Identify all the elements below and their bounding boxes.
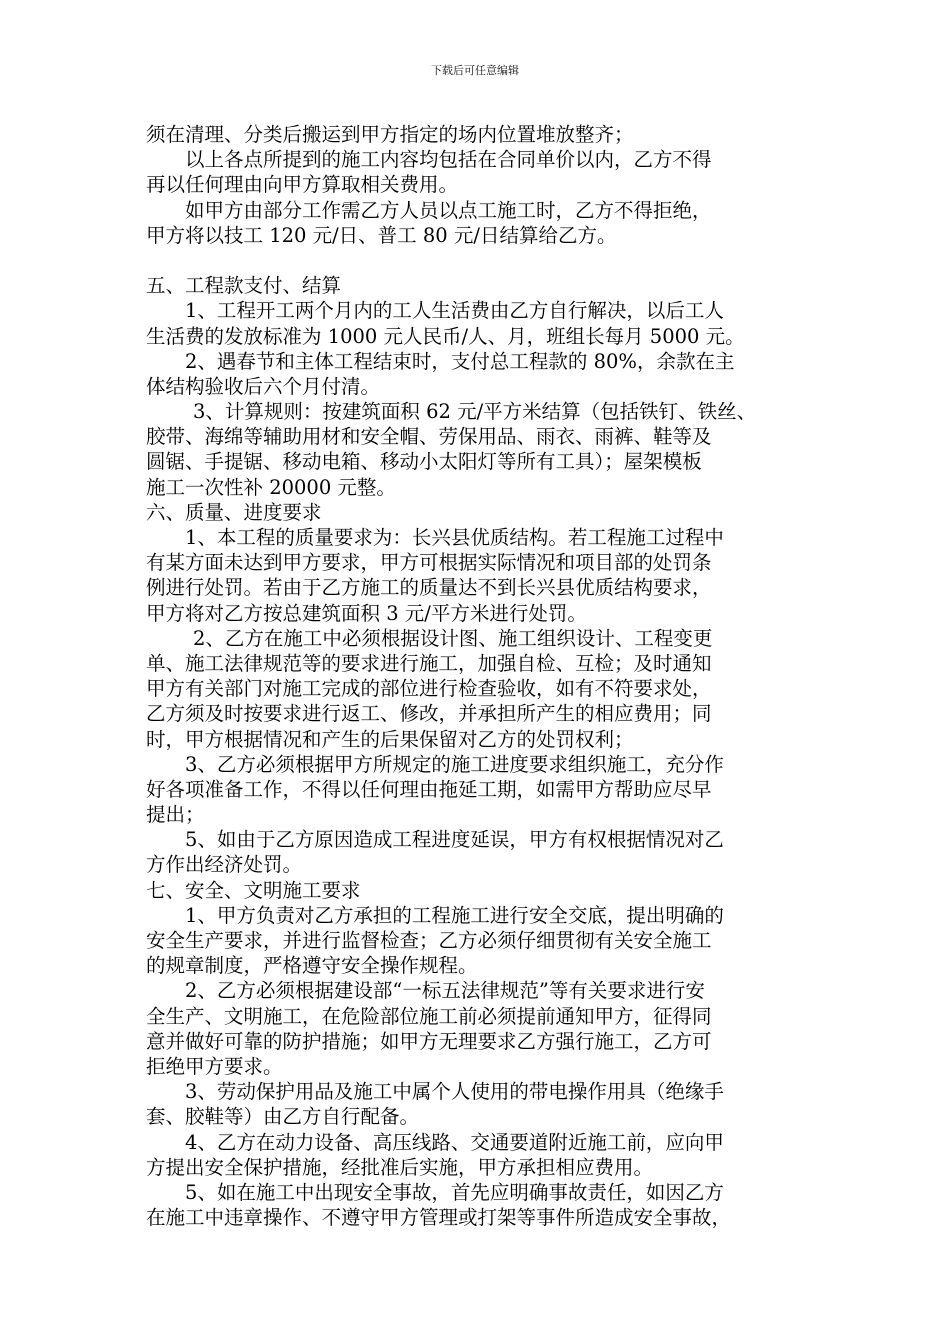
page-header: 下载后可任意编辑: [431, 64, 519, 77]
text-line: 甲方将对乙方按总建筑面积 3 元/平方米进行处罚。: [146, 601, 587, 625]
section-heading: 五、工程款支付、结算: [146, 274, 342, 298]
text-line: 意并做好可靠的防护措施；如甲方无理要求乙方强行施工，乙方可: [146, 1029, 712, 1053]
text-line: 时，甲方根据情况和产生的后果保留对乙方的处罚权利；: [146, 727, 634, 751]
text-line: 须在清理、分类后搬运到甲方指定的场内位置堆放整齐；: [146, 123, 634, 146]
text-line: 甲方将以技工 120 元/日、普工 80 元/日结算给乙方。: [146, 223, 617, 247]
text-line: 在施工中违章操作、不遵守甲方管理或打架等事件所造成安全事故，: [146, 1206, 732, 1230]
text-line: 生活费的发放标准为 1000 元人民币/人、月，班组长每月 5000 元。: [146, 324, 745, 348]
text-line: 4、乙方在动力设备、高压线路、交通要道附近施工前，应向甲: [185, 1130, 724, 1154]
text-line: 胶带、海绵等辅助用材和安全帽、劳保用品、雨衣、雨裤、鞋等及: [146, 425, 712, 449]
text-line: 3、乙方必须根据甲方所规定的施工进度要求组织施工，充分作: [185, 752, 724, 776]
text-line: 全生产、文明施工，在危险部位施工前必须提前通知甲方，征得同: [146, 1004, 712, 1028]
text-line: 再以任何理由向甲方算取相关费用。: [146, 173, 459, 197]
text-line: 有某方面未达到甲方要求，甲方可根据实际情况和项目部的处罚条: [146, 551, 712, 575]
text-line: 2、遇春节和主体工程结束时，支付总工程款的 80%，余款在主: [185, 349, 735, 373]
text-line: 1、工程开工两个月内的工人生活费由乙方自行解决，以后工人: [185, 299, 724, 323]
text-line: 提出；: [146, 803, 205, 827]
text-line: 5、如在施工中出现安全事故，首先应明确事故责任，如因乙方: [185, 1180, 724, 1204]
text-line: 好各项准备工作，不得以任何理由拖延工期，如需甲方帮助应尽早: [146, 777, 712, 801]
text-line: 例进行处罚。若由于乙方施工的质量达不到长兴县优质结构要求，: [146, 576, 712, 600]
text-line: 单、施工法律规范等的要求进行施工，加强自检、互检；及时通知: [146, 651, 712, 675]
text-line: 的规章制度，严格遵守安全操作规程。: [146, 954, 478, 978]
text-line: 如甲方由部分工作需乙方人员以点工施工时，乙方不得拒绝，: [185, 198, 712, 222]
text-line: 体结构验收后六个月付清。: [146, 374, 381, 398]
section-heading: 六、质量、进度要求: [146, 500, 322, 524]
text-line: 甲方有关部门对施工完成的部位进行检查验收，如有不符要求处，: [146, 677, 712, 701]
text-line: 拒绝甲方要求。: [146, 1054, 283, 1078]
text-line: 套、胶鞋等）由乙方自行配备。: [146, 1105, 420, 1129]
text-line: 1、甲方负责对乙方承担的工程施工进行安全交底，提出明确的: [185, 903, 724, 927]
text-line: 5、如由于乙方原因造成工程进度延误，甲方有权根据情况对乙: [185, 828, 724, 852]
text-line: 施工一次性补 20000 元整。: [146, 475, 396, 499]
text-line: 安全生产要求，并进行监督检查；乙方必须仔细贯彻有关安全施工: [146, 929, 712, 952]
text-line: 2、乙方必须根据建设部“一标五法律规范”等有关要求进行安: [185, 979, 705, 1003]
blank-line: [146, 248, 814, 273]
text-line: 圆锯、手提锯、移动电箱、移动小太阳灯等所有工具）；屋架模板: [146, 450, 702, 474]
section-heading: 七、安全、文明施工要求: [146, 878, 361, 902]
document-body: [146, 122, 814, 1230]
text-line: 2、乙方在施工中必须根据设计图、施工组织设计、工程变更: [193, 626, 713, 650]
text-line: 方提出安全保护措施，经批准后实施，甲方承担相应费用。: [146, 1155, 654, 1179]
text-line: 1、本工程的质量要求为：长兴县优质结构。若工程施工过程中: [185, 526, 724, 549]
text-line: 以上各点所提到的施工内容均包括在合同单价以内，乙方不得: [185, 148, 712, 172]
text-line: 3、劳动保护用品及施工中属个人使用的带电操作用具（绝缘手: [185, 1080, 724, 1104]
text-line: 方作出经济处罚。: [146, 853, 303, 877]
text-line: 3、计算规则：按建筑面积 62 元/平方米结算（包括铁钉、铁丝、: [193, 400, 757, 424]
text-line: 乙方须及时按要求进行返工、修改，并承担所产生的相应费用；同: [146, 702, 712, 726]
